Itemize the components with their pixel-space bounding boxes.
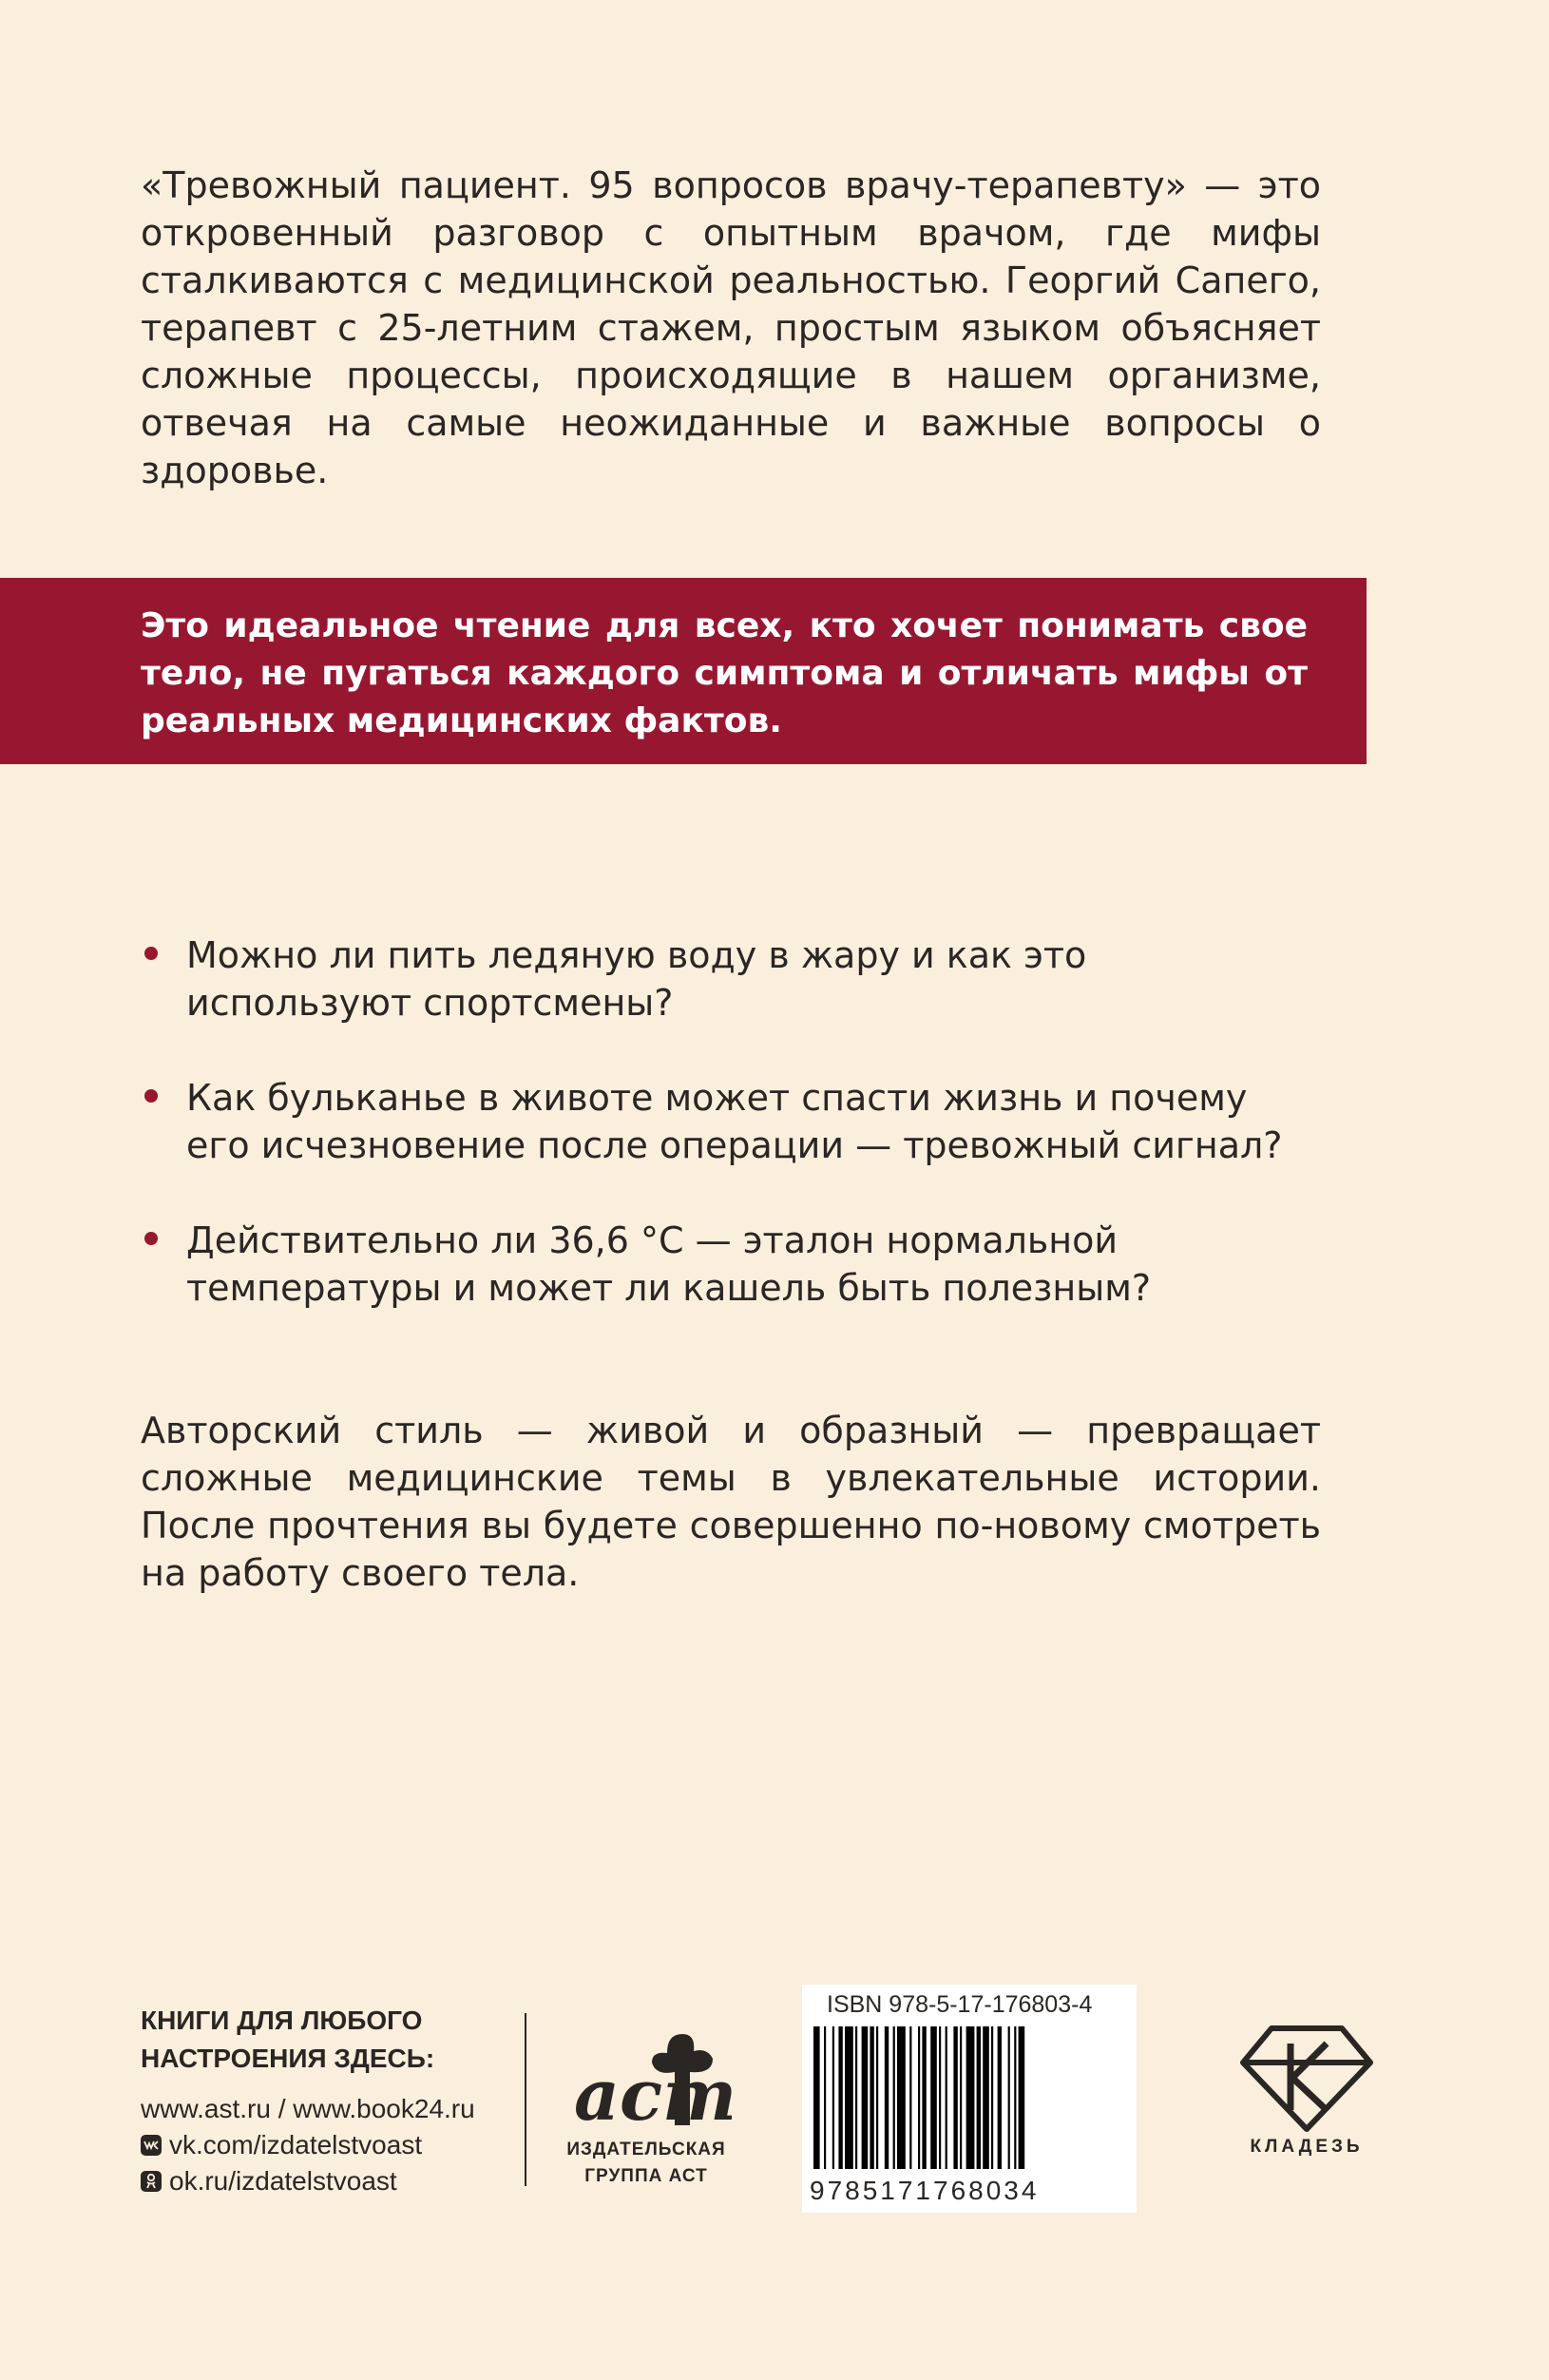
footer-heading-line2: НАСТРОЕНИЯ ЗДЕСЬ: — [141, 2044, 435, 2073]
highlight-banner — [0, 578, 1367, 764]
closing-paragraph: Авторский стиль — живой и образный — превращает сложные медицинские темы в увлекательные истории. После прочтения вы будете совершенно по-новому смотреть на работу своего тела. — [141, 1410, 1321, 1594]
intro-paragraph: «Тревожный пациент. 95 вопросов врачу-терапевту» — это откровенный разговор с опытным врачом, где мифы сталкиваются с медицинской реальностью. Георгий Сапего, терапевт с 25-летним стажем, простым языком объясняет сложные процессы, происходящие в нашем организме, отвечая на самые неожиданные и важные вопросы о здоровье. — [141, 164, 1321, 491]
list-item-text: Действительно ли 36,6 °С — эталон нормальной температуры и может ли кашель быть полезным? — [186, 1219, 1152, 1309]
ast-logo-text: аст — [574, 2055, 732, 2137]
ok-link-text: ok.ru/izdatelstvoast — [169, 2166, 397, 2196]
footer-links-block — [141, 2002, 521, 2199]
website-link[interactable] — [141, 2091, 521, 2127]
publisher-caption — [561, 2137, 732, 2190]
barcode-digits: 9785171768034 — [810, 2176, 1040, 2205]
footer-divider — [525, 2013, 526, 2186]
footer-heading-line1: КНИГИ ДЛЯ ЛЮБОГО — [141, 2006, 423, 2035]
vk-link[interactable] — [141, 2127, 521, 2163]
list-item — [141, 1217, 1321, 1312]
ok-link[interactable] — [141, 2163, 521, 2199]
barcode-box — [802, 1985, 1137, 2213]
ast-publisher-logo — [561, 2013, 732, 2199]
publisher-line1: ИЗДАТЕЛЬСКАЯ — [566, 2140, 726, 2159]
imprint-name: КЛАДЕЗЬ — [1250, 2137, 1364, 2157]
vk-link-text: vk.com/izdatelstvoast — [169, 2130, 423, 2159]
bullet-dot-icon — [144, 1089, 158, 1103]
list-item — [141, 931, 1321, 1027]
vk-icon — [141, 2135, 162, 2156]
bullet-dot-icon — [144, 1232, 158, 1245]
list-item-text: Как бульканье в животе может спасти жизнь и почему его исчезновение после операции — тревожный сигнал? — [186, 1077, 1283, 1166]
list-item-text: Можно ли пить ледяную воду в жару и как это используют спортсмены? — [186, 934, 1087, 1024]
question-list — [141, 931, 1321, 1359]
bullet-dot-icon — [144, 947, 158, 960]
barcode-icon — [810, 2026, 1129, 2175]
website-link-text: www.ast.ru / www.book24.ru — [141, 2094, 475, 2123]
ast-logo-icon — [561, 2013, 732, 2137]
kladez-imprint-logo — [1235, 2023, 1378, 2165]
diamond-k-icon — [1235, 2023, 1378, 2133]
banner-text: Это идеальное чтение для всех, кто хочет понимать свое тело, не пугаться каждого симптома и отличать мифы от реальных медицинских фактов. — [141, 606, 1308, 740]
ok-icon — [141, 2171, 162, 2192]
list-item — [141, 1074, 1321, 1169]
isbn-label: ISBN 978-5-17-176803-4 — [827, 1991, 1093, 2018]
publisher-line2: ГРУППА АСТ — [584, 2166, 708, 2186]
